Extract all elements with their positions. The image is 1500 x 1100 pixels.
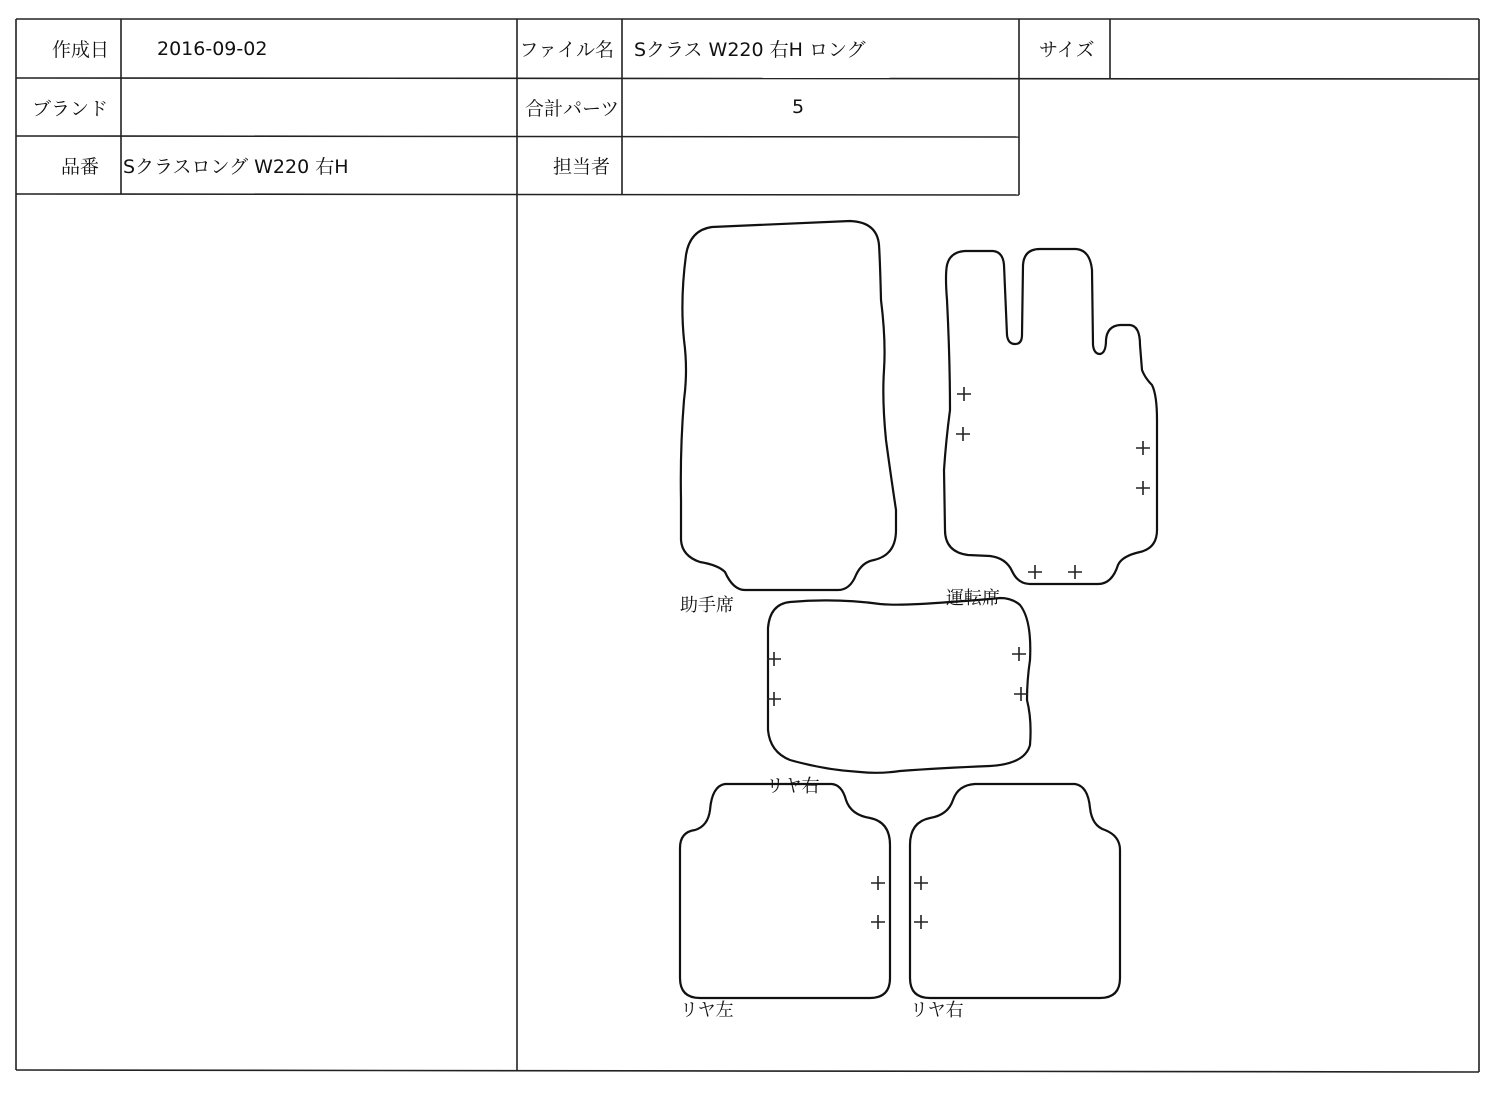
mat-rear-right-outline [910, 784, 1120, 998]
model-number-value: Sクラスロング W220 右H [123, 155, 349, 178]
mat-rear-center [766, 598, 1031, 797]
mat-rear-center-label: リヤ右 [766, 776, 820, 797]
total-parts-label: 合計パーツ [525, 97, 620, 120]
fastener-marks [767, 387, 1150, 929]
mat-rear-right [910, 784, 1120, 1021]
filename-value: Sクラス W220 右H ロング [634, 39, 866, 61]
mat-rear-left-outline [680, 784, 890, 998]
mat-rear-left-label: リヤ左 [680, 1000, 734, 1021]
mat-driver-outline [944, 249, 1157, 584]
mat-rear-left [680, 784, 890, 1021]
fastener-mark-rear-right-2 [914, 915, 928, 929]
mat-driver-label: 運転席 [946, 588, 1000, 609]
fastener-mark-rear-right-1 [914, 876, 928, 890]
fastener-mark-driver-6 [1068, 565, 1082, 579]
mat-passenger-outline [681, 221, 896, 590]
created-date-label: 作成日 [51, 39, 109, 61]
fastener-mark-driver-5 [1028, 565, 1042, 579]
fastener-mark-rear-center-4 [1014, 687, 1028, 701]
filename-label: ファイル名 [519, 39, 614, 61]
fastener-mark-driver-1 [957, 387, 971, 401]
fastener-mark-driver-4 [1136, 481, 1150, 495]
size-label: サイズ [1039, 39, 1095, 61]
mat-passenger [680, 221, 896, 616]
mat-passenger-label: 助手席 [680, 595, 734, 616]
fastener-mark-rear-center-3 [1012, 647, 1026, 661]
fastener-mark-driver-2 [956, 427, 970, 441]
fastener-mark-driver-3 [1136, 441, 1150, 455]
brand-label: ブランド [32, 97, 109, 120]
model-number-label: 品番 [60, 155, 99, 178]
mat-rear-center-outline [768, 598, 1031, 773]
mat-driver [944, 249, 1157, 609]
total-parts-value: 5 [791, 96, 805, 118]
staff-label: 担当者 [552, 155, 610, 178]
created-date-value: 2016-09-02 [157, 37, 268, 60]
fastener-mark-rear-left-1 [871, 876, 885, 890]
fastener-mark-rear-left-2 [871, 915, 885, 929]
mat-rear-right-label: リヤ右 [910, 1000, 964, 1021]
